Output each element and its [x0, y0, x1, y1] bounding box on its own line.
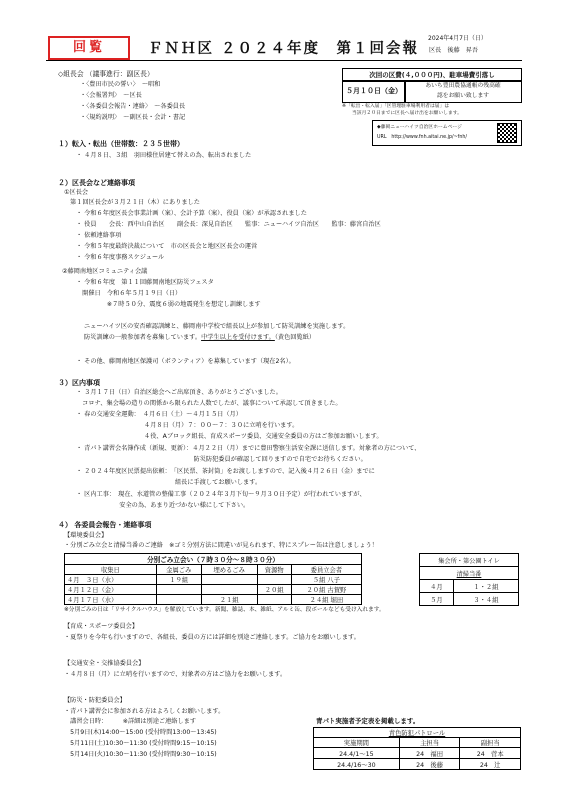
- garbage-note: ※分別ごみの日は「リサイクルハウス」を解放しています。新聞、雑誌、本、雑紙、アルミ缶、段ボールなども受け入れます。: [64, 607, 385, 613]
- cell: ４月: [420, 580, 454, 593]
- page-title: ＦＮＨ区 ２０２４年度 第１回会報: [148, 41, 420, 57]
- cell: [201, 585, 257, 595]
- cell: ２１組: [201, 595, 257, 605]
- section3-line: ・ ２０２４年度区民票提出依頼： 「区民票、茶封筒」をお渡ししますので、記入後４月２６日（金）までに: [76, 468, 375, 475]
- section3-line: 組長に手渡してお願いします。: [76, 479, 262, 486]
- env-head: 【環境委員会】: [64, 532, 108, 539]
- qr-code-icon: [497, 123, 517, 143]
- drill-paragraph: [84, 334, 315, 342]
- cell: [156, 585, 201, 595]
- patrol-head: 青パト実施者予定表を掲載します。: [316, 717, 420, 725]
- next-payment-note-box: [404, 80, 522, 103]
- drill-age: 中学生以上を受付けます。: [201, 334, 275, 341]
- patrol-table: [313, 727, 521, 770]
- kukaicho-item: ・ 令和５年度最終決裁について 市の区長会と地区区長会の運営: [76, 243, 258, 250]
- next-payment-note1: あいち豊田農協通帳の残高確: [425, 83, 501, 89]
- section3-line: ・ ３月１７日（日）自治区総会へご出席頂き、ありがとうございました。: [76, 389, 282, 396]
- homepage-link[interactable]: URL http://www.fnh.aitai.ne.jp/~fnh/: [377, 135, 468, 140]
- cell: ５月: [420, 593, 454, 606]
- signer-role: 区長: [429, 47, 442, 54]
- kukaicho-item: ・ 役員 会長：西中山自治区 副会長：深見自治区 監事：ニューハイツ自治区 監事：藤宮自治区: [76, 221, 381, 228]
- section3-line: ４役、Aブロック組長、育成スポーツ委員、交通安全委員の方はご参加お願いします。: [76, 433, 383, 440]
- crime-line: 5月9日(木)14:00～15:00 (受付時間13:00～13:45): [64, 729, 217, 736]
- section1-head: １）転入・転出（世帯数：２３５世帯）: [58, 140, 184, 148]
- table-row: [65, 575, 362, 585]
- cell: 24.4/16～30: [314, 759, 400, 770]
- crime-line: ・青パト講習会に参加される方はよろしくお願いします。: [64, 708, 225, 715]
- section3-line: ・ 区内工事： 現在、水道管の整備工事（２０２４年３月下旬～９月３０日予定）が行われていますが、: [76, 491, 366, 498]
- section3-line: 安全の為、あまり近づかない様にして下さい。: [76, 502, 250, 509]
- garbage-col: 委員立会者: [291, 565, 361, 575]
- community-item: ※７時５０分、震度６弱の地震発生を想定し訓練します: [76, 301, 261, 308]
- cell: 24 後藤: [399, 759, 460, 770]
- patrol-col: 副担当: [460, 738, 521, 748]
- crime-head: 【防災・防犯委員会】: [64, 697, 126, 704]
- issue-date: 2024年4月7日（日）: [428, 35, 487, 42]
- next-payment-head: 次回の区費(４,０００円)、駐車場費引落し: [369, 71, 495, 79]
- volunteer-item: ・ その他、藤岡南地区保護司（ボランティア）を募集しています（現在2名）。: [76, 358, 295, 365]
- section2-sub1: ①区長会: [64, 189, 89, 196]
- cell: ５組 八子: [291, 575, 361, 585]
- cell: 24 辻: [460, 759, 521, 770]
- table-row: [65, 585, 362, 595]
- header-rule: [46, 60, 522, 61]
- section3-line: ４月８日（月）７：００～７：３０に立哨を行います。: [76, 422, 299, 429]
- cell: ２０組 古賀野: [291, 585, 361, 595]
- officer-item: ・〈会報署判〉 ～区長: [80, 92, 142, 99]
- section3-head: ３）区内事項: [58, 379, 100, 387]
- next-payment-note2: 認をお願い致します: [436, 93, 490, 99]
- table-row: [65, 595, 362, 605]
- crime-line: 5月14日(火)10:30～11:30 (受付時間9:30～10:15): [64, 751, 217, 758]
- kukaicho-item: ・ 令和６年度区長会事業計画（案）、会計予算（案）、役員（案）が承認されました: [76, 210, 307, 217]
- garbage-col: 金属ごみ: [156, 565, 201, 575]
- cell: ４月１２日（金）: [65, 585, 157, 595]
- section1-item: ・ ４月８日、３組 羽田様住居建て替えの為、転出されました: [76, 152, 252, 159]
- drill-recruit: 防災訓練の一般参加者を募集しています。: [84, 334, 202, 341]
- cell: 24 菅本: [460, 748, 521, 759]
- traffic-head: 【交通安全・交推協委員会】: [64, 660, 145, 667]
- sports-head: 【育成・スポーツ委員会】: [64, 623, 139, 630]
- cell: [201, 575, 257, 585]
- cell: ２４組 堀田: [291, 595, 361, 605]
- crime-line: 5月11日(土)10:30～11:30 (受付時間9:15～10:15): [64, 740, 217, 747]
- cell: 24 福田: [399, 748, 460, 759]
- cell: 24.4/1～15: [314, 748, 400, 759]
- officer-item: ・〈豊田市民の誓い〉 ～唱和: [80, 81, 161, 88]
- env-note: ・分別ごみ立会と清掃当番のご連絡 ※ゴミ分別方法に間違いが見られます、特にスプレー缶は注意しましょう！: [64, 542, 378, 549]
- table-row: [314, 748, 521, 759]
- kukaicho-item: ・ 依頼連絡事項: [76, 232, 122, 239]
- notice-caption: ※「転出・転入届」「区管理駐車場利用者は届」は: [342, 104, 450, 109]
- next-payment-date-box: [342, 80, 406, 103]
- patrol-col: 実施期間: [314, 738, 400, 748]
- section2-line1: 第１回区長会が３月２１日（木）にありました: [70, 199, 200, 206]
- cell: [257, 595, 291, 605]
- garbage-title: 分別ごみ立会い（７時３０分～８時３０分）: [65, 554, 362, 565]
- sports-text: ・夏祭りを今年も行いますので、各組長、委員の方には詳細を別途ご連絡します。ご協力をお願いします。: [64, 634, 360, 641]
- cell: １９組: [156, 575, 201, 585]
- drill-paragraph: ニューハイツ区の安否確認訓練と、藤岡南中学校で組長以上が参加して防災訓練を実施します。: [84, 323, 350, 330]
- kaiban-stamp: 回覧: [48, 36, 130, 60]
- section3-line: 防災防犯委員が確認して回りますので自宅でお待ちください。: [76, 456, 367, 463]
- notice-caption: 当該月２０日までに区長へ届け出をお願いします。: [352, 111, 462, 116]
- cell: ２０組: [257, 585, 291, 595]
- section4-head: ４） 各委員会報告・連絡事項: [58, 521, 152, 529]
- toilet-table: [419, 553, 519, 606]
- section2-head: ２）区長会など連絡事項: [58, 179, 135, 187]
- crime-line: 講習会日時： ※詳細は別途ご連絡します: [64, 718, 197, 725]
- table-row: [420, 593, 519, 606]
- garbage-table: [64, 553, 362, 605]
- next-payment-date: ５月１０日（金）: [346, 87, 402, 95]
- section3-line: ・ 春の交通安全運動： ４月６日（土）～４月１５日（月）: [76, 411, 242, 418]
- drill-flyer: （黄色回覧紙）: [274, 334, 316, 341]
- toilet-title2: 清掃当番: [420, 567, 519, 580]
- signer-given: 昇吾: [465, 47, 479, 54]
- toilet-title1: 集会所・第公園トイレ: [420, 554, 519, 567]
- table-row: [314, 759, 521, 770]
- officer-item: ・〈規約説明〉 ～副区長・会計・書記: [80, 114, 186, 121]
- cell: ４月 ３日（水）: [65, 575, 157, 585]
- cell: ４月１７日（水）: [65, 595, 157, 605]
- signers: [429, 45, 478, 54]
- cell: [156, 595, 201, 605]
- community-item: 開催日 令和６年５月１９日（日）: [76, 290, 182, 297]
- section3-line: ・ 青パト講習会名簿作成（新規、更新）：４月２２日（月）までに豊田警察生活安全課に送信します。対象者の方について、: [76, 445, 421, 452]
- homepage-head: ◆藤岡ニューハイツ自治区ホームページ: [377, 125, 462, 130]
- cell: ３・４組: [453, 593, 518, 606]
- section2-sub2: ②藤岡南地区コミュニティ会議: [62, 268, 148, 275]
- cell: １・２組: [453, 580, 518, 593]
- homepage-box: [372, 120, 522, 146]
- officers-head: ◇組長会 （議事進行：副区長）: [58, 70, 154, 78]
- signer-surname: 後藤: [447, 47, 460, 54]
- cell: [257, 575, 291, 585]
- garbage-col: 埋めるごみ: [201, 565, 257, 575]
- patrol-title: 青色防犯パトロール: [314, 728, 521, 738]
- patrol-col: 主担当: [399, 738, 460, 748]
- kukaicho-item: ・ 令和６年度事務スケジュール: [76, 254, 165, 261]
- garbage-col: 資源物: [257, 565, 291, 575]
- officer-item: ・〈各委員会報告・連絡〉 ～各委員長: [80, 103, 186, 110]
- section3-line: コロナ、集会場の造りの関係から限られた人数でしたが、議事について承認して頂きました。: [76, 400, 342, 407]
- community-item: ・ 令和６年度 第１１回藤岡南地区防災フェスタ: [76, 279, 214, 286]
- table-row: [420, 580, 519, 593]
- traffic-text: ・４月８日（月）に立哨を行いますので、対象者の方はご協力をお願いします。: [64, 671, 287, 678]
- garbage-col: 収集日: [65, 565, 157, 575]
